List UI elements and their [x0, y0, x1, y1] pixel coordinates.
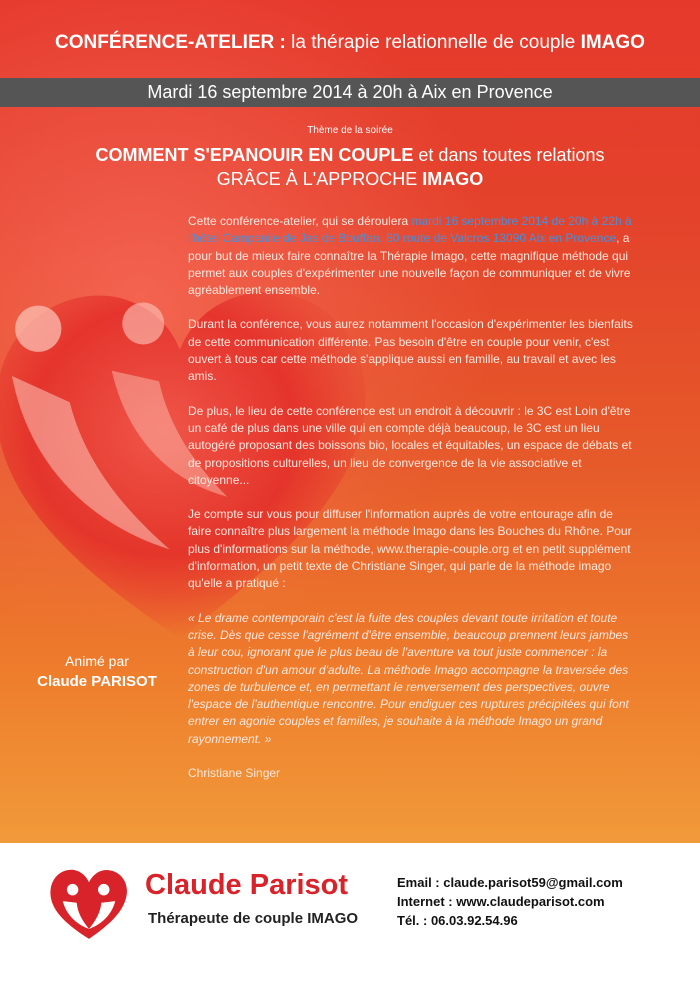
- internet-value[interactable]: www.claudeparisot.com: [452, 894, 605, 909]
- footer: [0, 843, 700, 988]
- brand-subtitle: Thérapeute de couple IMAGO: [148, 910, 359, 927]
- theme-line-2-rest: GRÂCE À L'APPROCHE: [216, 169, 423, 189]
- theme-line-1-rest: et dans toutes relations: [413, 145, 605, 165]
- paragraph-intro-end: , a pour but de mieux faire connaître la Thérapie Imago, cette magnifique méthode qui permet aux couples d'expérimenter une nouvelle façon de communiquer et de vivre agréablement ensemble.: [188, 231, 631, 298]
- animator-name: Claude PARISOT: [37, 673, 157, 690]
- event-details-highlight: mardi 16 septembre 2014 de 20h à 22h à l'hôtel Campanile de Jas de Bouffan, 80 route de Valcros 13090 Aix en Provence: [188, 214, 632, 246]
- theme-line-1-bold: COMMENT S'EPANOUIR EN COUPLE: [95, 145, 414, 165]
- phone-value: 06.03.92.54.96: [427, 913, 518, 928]
- quote-signature: Christiane Singer: [188, 766, 281, 781]
- quote-text: « Le drame contemporain c'est la fuite des couples devant toute irritation et toute crise. Dès que cesse l'agrément d'être ensemble, beaucoup prennent leurs jambes à leur cou, ignorant que le plus beau de l'aventure va tout juste commencer : la construction d'un amour d'adulte. La méthode Imago accompagne la traversée des zones de turbulence et, en permettant le renversement des perspectives, ouvre l'espace de l'authentique rencontre. Pour endiguer ces ruptures précipitées qui font entrer en agonie couples et familles, je souhaite à la méthode Imago un grand rayonnement. »: [188, 610, 629, 746]
- animator-block: [22, 653, 172, 690]
- contact-internet: [397, 892, 623, 911]
- contact-info: [397, 873, 623, 930]
- title-bold: CONFÉRENCE-ATELIER :: [55, 32, 286, 53]
- paragraph-conference: Durant la conférence, vous aurez notamment l'occasion d'expérimenter les bienfaits de cette communication différente. Pas besoin d'être en couple pour venir, c'est ouvert à tous car cette méthode s'applique aussi en famille, au travail et avec les amis.: [188, 317, 633, 384]
- theme-title: [0, 143, 700, 191]
- theme-line-2: [0, 167, 700, 191]
- email-label: Email :: [397, 875, 440, 890]
- theme-line-1: [0, 143, 700, 167]
- contact-phone: [397, 911, 623, 930]
- page-title: [0, 32, 700, 54]
- paragraph-intro: [188, 213, 638, 299]
- date-bar: Mardi 16 septembre 2014 à 20h à Aix en Provence: [0, 78, 700, 107]
- paragraph-share: Je compte sur vous pour diffuser l'information auprès de votre entourage afin de faire connaître plus largement la méthode Imago dans les Bouches du Rhône. Pour plus d'informations sur la méthode, www.therapie-couple.org et en petit supplément d'information, un petit texte de Christiane Singer, qui parle de la méthode imago qu'elle a pratiqué :: [188, 507, 632, 591]
- paragraph-venue: De plus, le lieu de cette conférence est un endroit à découvrir : le 3C est Loin d'être un café de plus dans une ville qui en compte déjà beaucoup, le 3C est un lieu autogéré proposant des boissons bio, locales et équitables, un espace de débats et de propositions culturelles, un lieu de convergence de la vie associative et citoyenne...: [188, 403, 632, 487]
- paragraph-intro-start: Cette conférence-atelier, qui se déroulera: [188, 214, 412, 228]
- phone-label: Tél. :: [397, 913, 428, 928]
- brand-name: Claude Parisot: [145, 869, 349, 901]
- internet-label: Internet :: [397, 894, 453, 909]
- title-rest: la thérapie relationnelle de couple: [285, 32, 581, 53]
- theme-label: Thème de la soirée: [307, 125, 393, 136]
- body-text: [188, 213, 638, 799]
- animator-label: Animé par: [65, 653, 129, 669]
- contact-email: [397, 873, 623, 892]
- heart-couple-logo-icon: [48, 865, 130, 943]
- title-imago: IMAGO: [580, 32, 645, 53]
- email-value[interactable]: claude.parisot59@gmail.com: [439, 875, 623, 890]
- theme-line-2-bold: IMAGO: [422, 169, 484, 189]
